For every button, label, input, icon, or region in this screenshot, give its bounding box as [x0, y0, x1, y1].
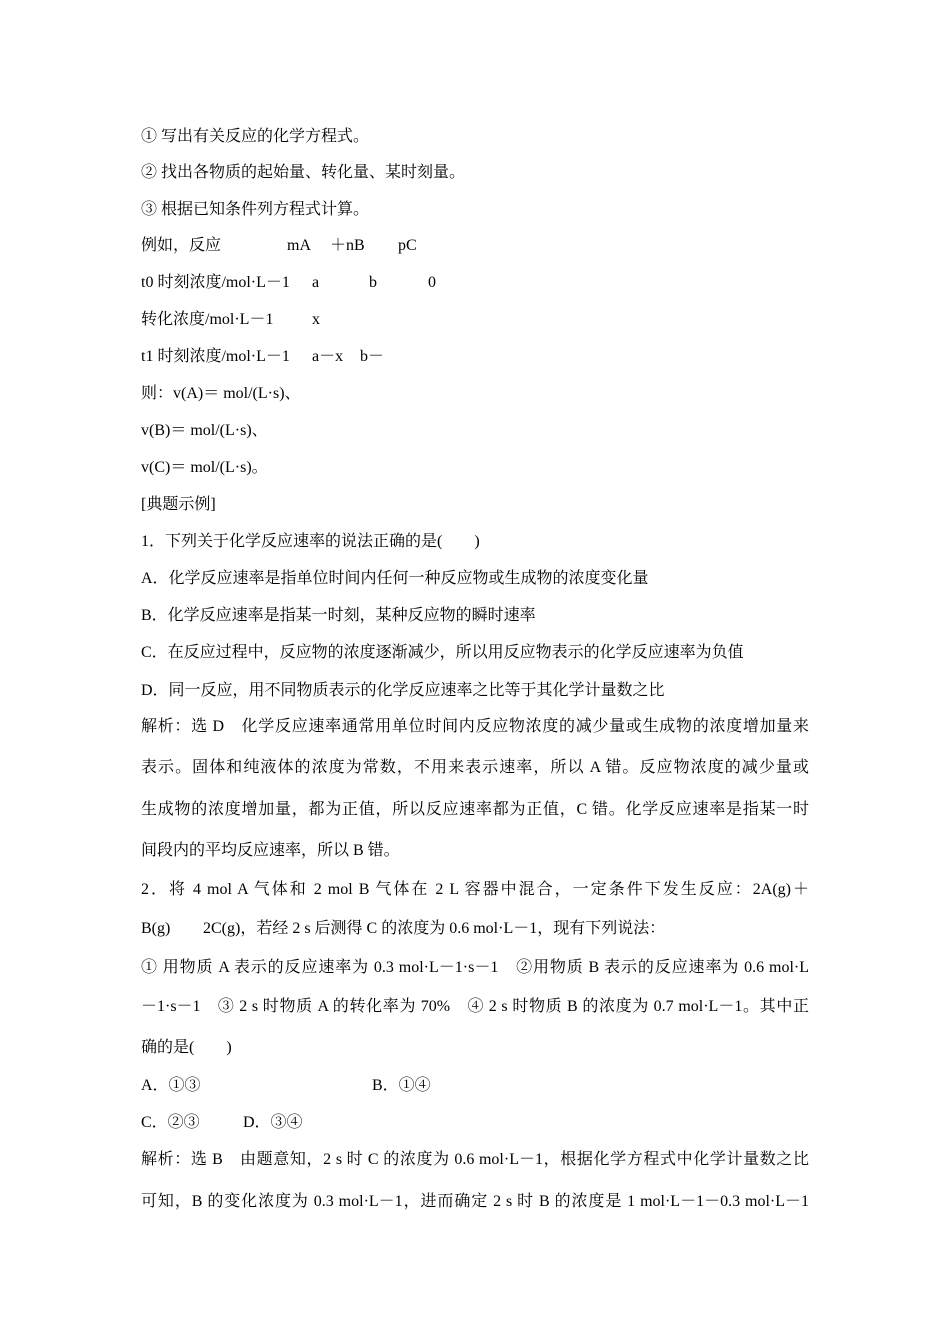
rate-a: 则：v(A)＝ mol/(L·s)、	[141, 385, 301, 402]
row-t0-label: t0 时刻浓度/mol·L－1	[141, 274, 290, 291]
q1-stem: 1．下列关于化学反应速率的说法正确的是( )	[141, 533, 480, 550]
q2-option-a: A．①③	[141, 1077, 201, 1094]
example-intro: 例如，反应	[141, 237, 222, 254]
equation-pC: pC	[398, 237, 417, 254]
q2-option-c: C．②③	[141, 1114, 200, 1131]
q2-statements-line-1: ① 用物质 A 表示的反应速率为 0.3 mol·L－1·s－1 ②用物质 B 表示的反应速率为 0.6 mol·L	[141, 959, 809, 976]
q2-option-b: B．①④	[372, 1077, 431, 1094]
row-t1-b: b－	[360, 348, 385, 365]
q2-stem-line-1: 2．将 4 mol A 气体和 2 mol B 气体在 2 L 容器中混合，一定条件下发生反应：2A(g)＋	[141, 881, 809, 898]
row-t0-c: 0	[428, 274, 436, 291]
q2-statements-line-3: 确的是( )	[141, 1039, 232, 1056]
row-conv-x: x	[312, 311, 320, 328]
step-2: ② 找出各物质的起始量、转化量、某时刻量。	[141, 164, 466, 181]
q1-option-b: B．化学反应速率是指某一时刻，某种反应物的瞬时速率	[141, 607, 536, 624]
step-3: ③ 根据已知条件列方程式计算。	[141, 201, 370, 218]
q1-analysis-line-2: 表示。固体和纯液体的浓度为常数，不用来表示速率，所以 A 错。反应物浓度的减少量或	[141, 759, 809, 776]
row-conv-label: 转化浓度/mol·L－1	[141, 311, 274, 328]
equation-mA: mA	[287, 237, 311, 254]
q2-stem-line-2a: B(g)	[141, 920, 171, 937]
row-t0-b: b	[369, 274, 377, 291]
q1-option-a: A．化学反应速率是指单位时间内任何一种反应物或生成物的浓度变化量	[141, 570, 649, 587]
row-t1-a: a－x	[312, 348, 344, 365]
q1-analysis-line-4: 间段内的平均反应速率，所以 B 错。	[141, 842, 400, 859]
q1-analysis-line-3: 生成物的浓度增加量，都为正值，所以反应速率都为正值，C 错。化学反应速率是指某一时	[141, 801, 809, 818]
step-1: ① 写出有关反应的化学方程式。	[141, 128, 370, 145]
q2-analysis-line-1: 解析：选 B 由题意知，2 s 时 C 的浓度为 0.6 mol·L－1，根据化学方程式中化学计量数之比	[141, 1151, 809, 1168]
q2-option-d: D．③④	[243, 1114, 303, 1131]
q2-stem-line-2b: 2C(g)，若经 2 s 后测得 C 的浓度为 0.6 mol·L－1，现有下列说法：	[203, 920, 666, 937]
equation-nB: ＋nB	[330, 237, 365, 254]
q1-analysis-line-1: 解析：选 D 化学反应速率通常用单位时间内反应物浓度的减少量或生成物的浓度增加量来	[141, 718, 809, 735]
section-title: [典题示例]	[141, 496, 216, 513]
q2-statements-line-2: －1·s－1 ③ 2 s 时物质 A 的转化率为 70% ④ 2 s 时物质 B 的浓度为 0.7 mol·L－1。其中正	[141, 998, 809, 1015]
q1-option-c: C．在反应过程中，反应物的浓度逐渐减少，所以用反应物表示的化学反应速率为负值	[141, 644, 744, 661]
q2-analysis-line-2: 可知，B 的变化浓度为 0.3 mol·L－1，进而确定 2 s 时 B 的浓度是 1 mol·L－1－0.3 mol·L－1	[141, 1193, 809, 1210]
rate-b: v(B)＝ mol/(L·s)、	[141, 422, 268, 439]
row-t1-label: t1 时刻浓度/mol·L－1	[141, 348, 290, 365]
rate-c: v(C)＝ mol/(L·s)。	[141, 459, 268, 476]
row-t0-a: a	[312, 274, 320, 291]
q1-option-d: D．同一反应，用不同物质表示的化学反应速率之比等于其化学计量数之比	[141, 682, 665, 699]
